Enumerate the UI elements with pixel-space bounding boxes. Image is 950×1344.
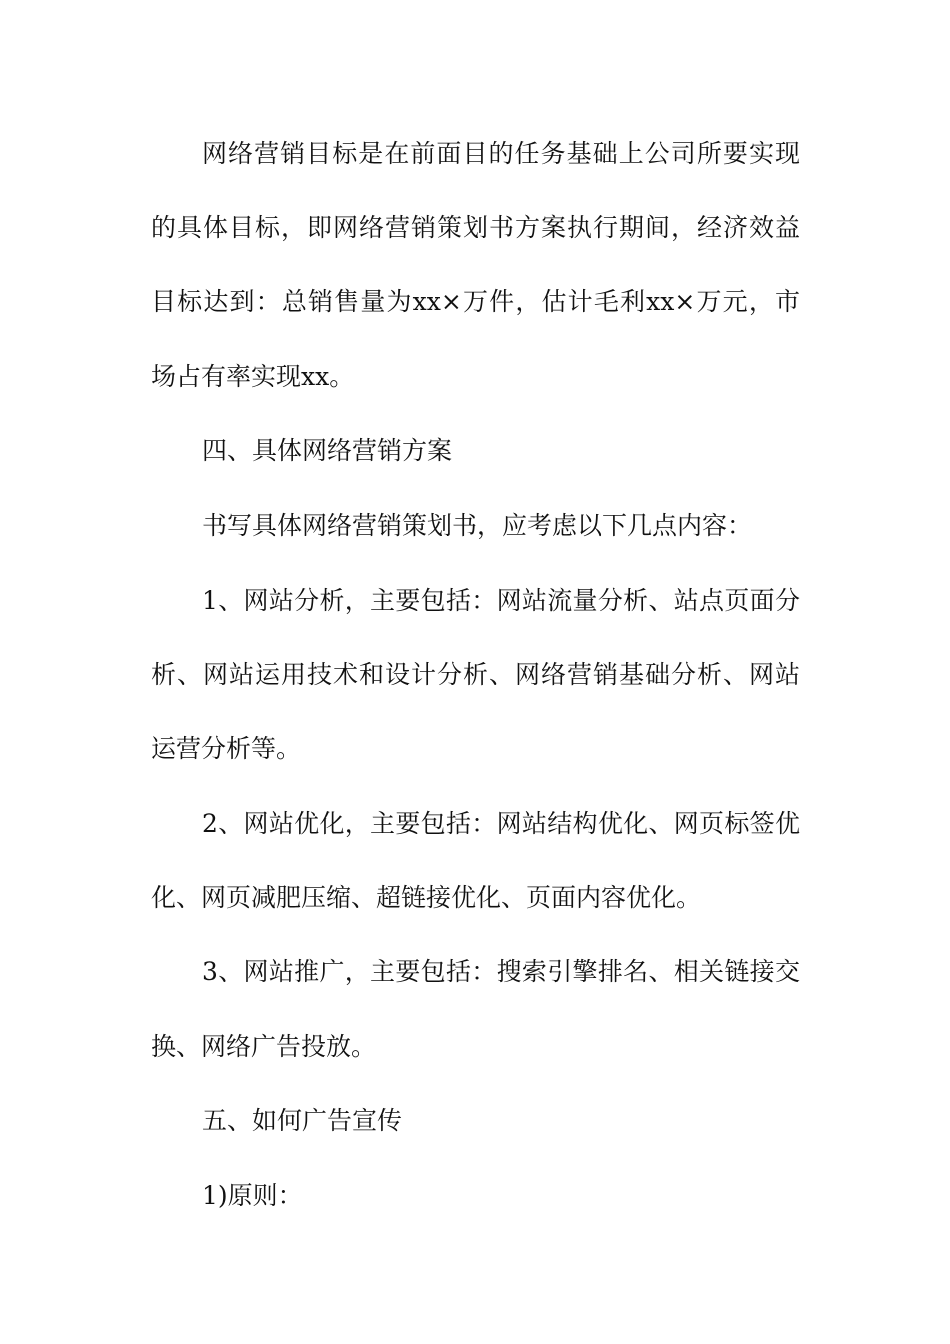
- list-item-line: 2、网站优化，主要包括：网站结构优化、网页标签优: [202, 809, 800, 838]
- paragraph-line: 目标达到：总销售量为xx×万件，估计毛利xx×万元，市: [151, 287, 800, 316]
- paragraph-line: 网络营销目标是在前面目的任务基础上公司所要实现: [202, 139, 800, 168]
- section-heading: 四、具体网络营销方案: [202, 436, 453, 465]
- paragraph-line: 的具体目标，即网络营销策划书方案执行期间，经济效益: [151, 213, 800, 242]
- list-item-line: 3、网站推广，主要包括：搜索引擎排名、相关链接交: [202, 957, 800, 986]
- list-item-line: 化、网页减肥压缩、超链接优化、页面内容优化。: [151, 883, 702, 912]
- paragraph-line: 场占有率实现xx。: [151, 362, 355, 391]
- list-item-line: 换、网络广告投放。: [151, 1032, 377, 1061]
- list-item-line: 运营分析等。: [151, 734, 302, 763]
- list-item-line: 析、网站运用技术和设计分析、网络营销基础分析、网站: [151, 660, 800, 689]
- subsection-heading: 1)原则：: [202, 1181, 303, 1210]
- list-item-line: 1、网站分析，主要包括：网站流量分析、站点页面分: [202, 586, 800, 615]
- paragraph-line: 书写具体网络营销策划书，应考虑以下几点内容：: [202, 511, 753, 540]
- section-heading: 五、如何广告宣传: [202, 1106, 403, 1135]
